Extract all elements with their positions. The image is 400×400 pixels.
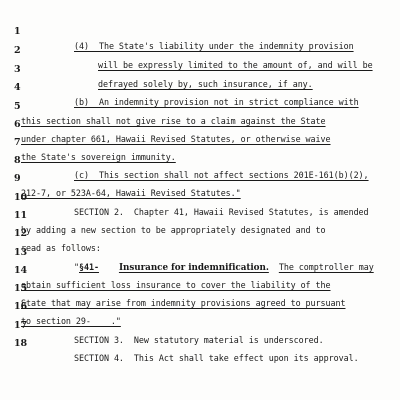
document-line-1 (0, 11, 354, 51)
line-number: 2 (14, 45, 21, 56)
line-text: obtain sufficient loss insurance to cover the liability of the (21, 280, 331, 290)
line-number: 1 (14, 26, 21, 37)
line-number: 18 (14, 338, 28, 349)
line-text: 212-7, or 523A-64, Hawaii Revised Statutes." (21, 188, 241, 198)
line-text: to section 29- ." (21, 316, 121, 326)
line-text: (4) The State's liability under the indemnity provision (74, 41, 354, 51)
line-number: 17 (14, 320, 28, 331)
opening-quote: " (74, 262, 79, 272)
line-number: 8 (14, 155, 21, 166)
line-number: 16 (14, 301, 28, 312)
line-number: 13 (14, 247, 28, 258)
line-text (74, 260, 374, 275)
line-number: 3 (14, 64, 21, 75)
line-number: 15 (14, 283, 28, 294)
line-text: read as follows: (21, 243, 101, 253)
line-text: will be expressly limited to the amount of, and will be (98, 60, 373, 70)
section-heading: Insurance for indemnification. (118, 263, 269, 273)
section-body: The comptroller may (278, 262, 374, 272)
line-text: SECTION 3. New statutory material is underscored. (74, 335, 324, 345)
line-text: (b) An indemnity provision not in strict compliance with (74, 97, 359, 107)
line-number: 9 (14, 173, 21, 184)
line-number: 4 (14, 82, 21, 93)
line-number: 7 (14, 137, 21, 148)
line-text: defrayed solely by, such insurance, if any. (98, 79, 313, 89)
line-number: 12 (14, 228, 28, 239)
line-number: 10 (14, 192, 28, 203)
line-number: 6 (14, 119, 21, 130)
line-text: SECTION 2. Chapter 41, Hawaii Revised Statutes, is amended (74, 207, 369, 217)
line-text: (c) This section shall not affect sections 201E-161(b)(2), (74, 170, 369, 180)
line-number: 11 (14, 210, 28, 221)
line-number: 14 (14, 265, 28, 276)
line-text: by adding a new section to be appropriately designated and to (21, 225, 326, 235)
section-symbol: §41- (79, 262, 99, 272)
line-text: State that may arise from indemnity provisions agreed to pursuant (21, 298, 346, 308)
line-text: SECTION 4. This Act shall take effect upon its approval. (74, 353, 359, 363)
line-text: under chapter 661, Hawaii Revised Statutes, or otherwise waive (21, 134, 331, 144)
line-text: the State's sovereign immunity. (21, 152, 176, 162)
line-text: this section shall not give rise to a claim against the State (21, 116, 326, 126)
line-number: 5 (14, 101, 21, 112)
